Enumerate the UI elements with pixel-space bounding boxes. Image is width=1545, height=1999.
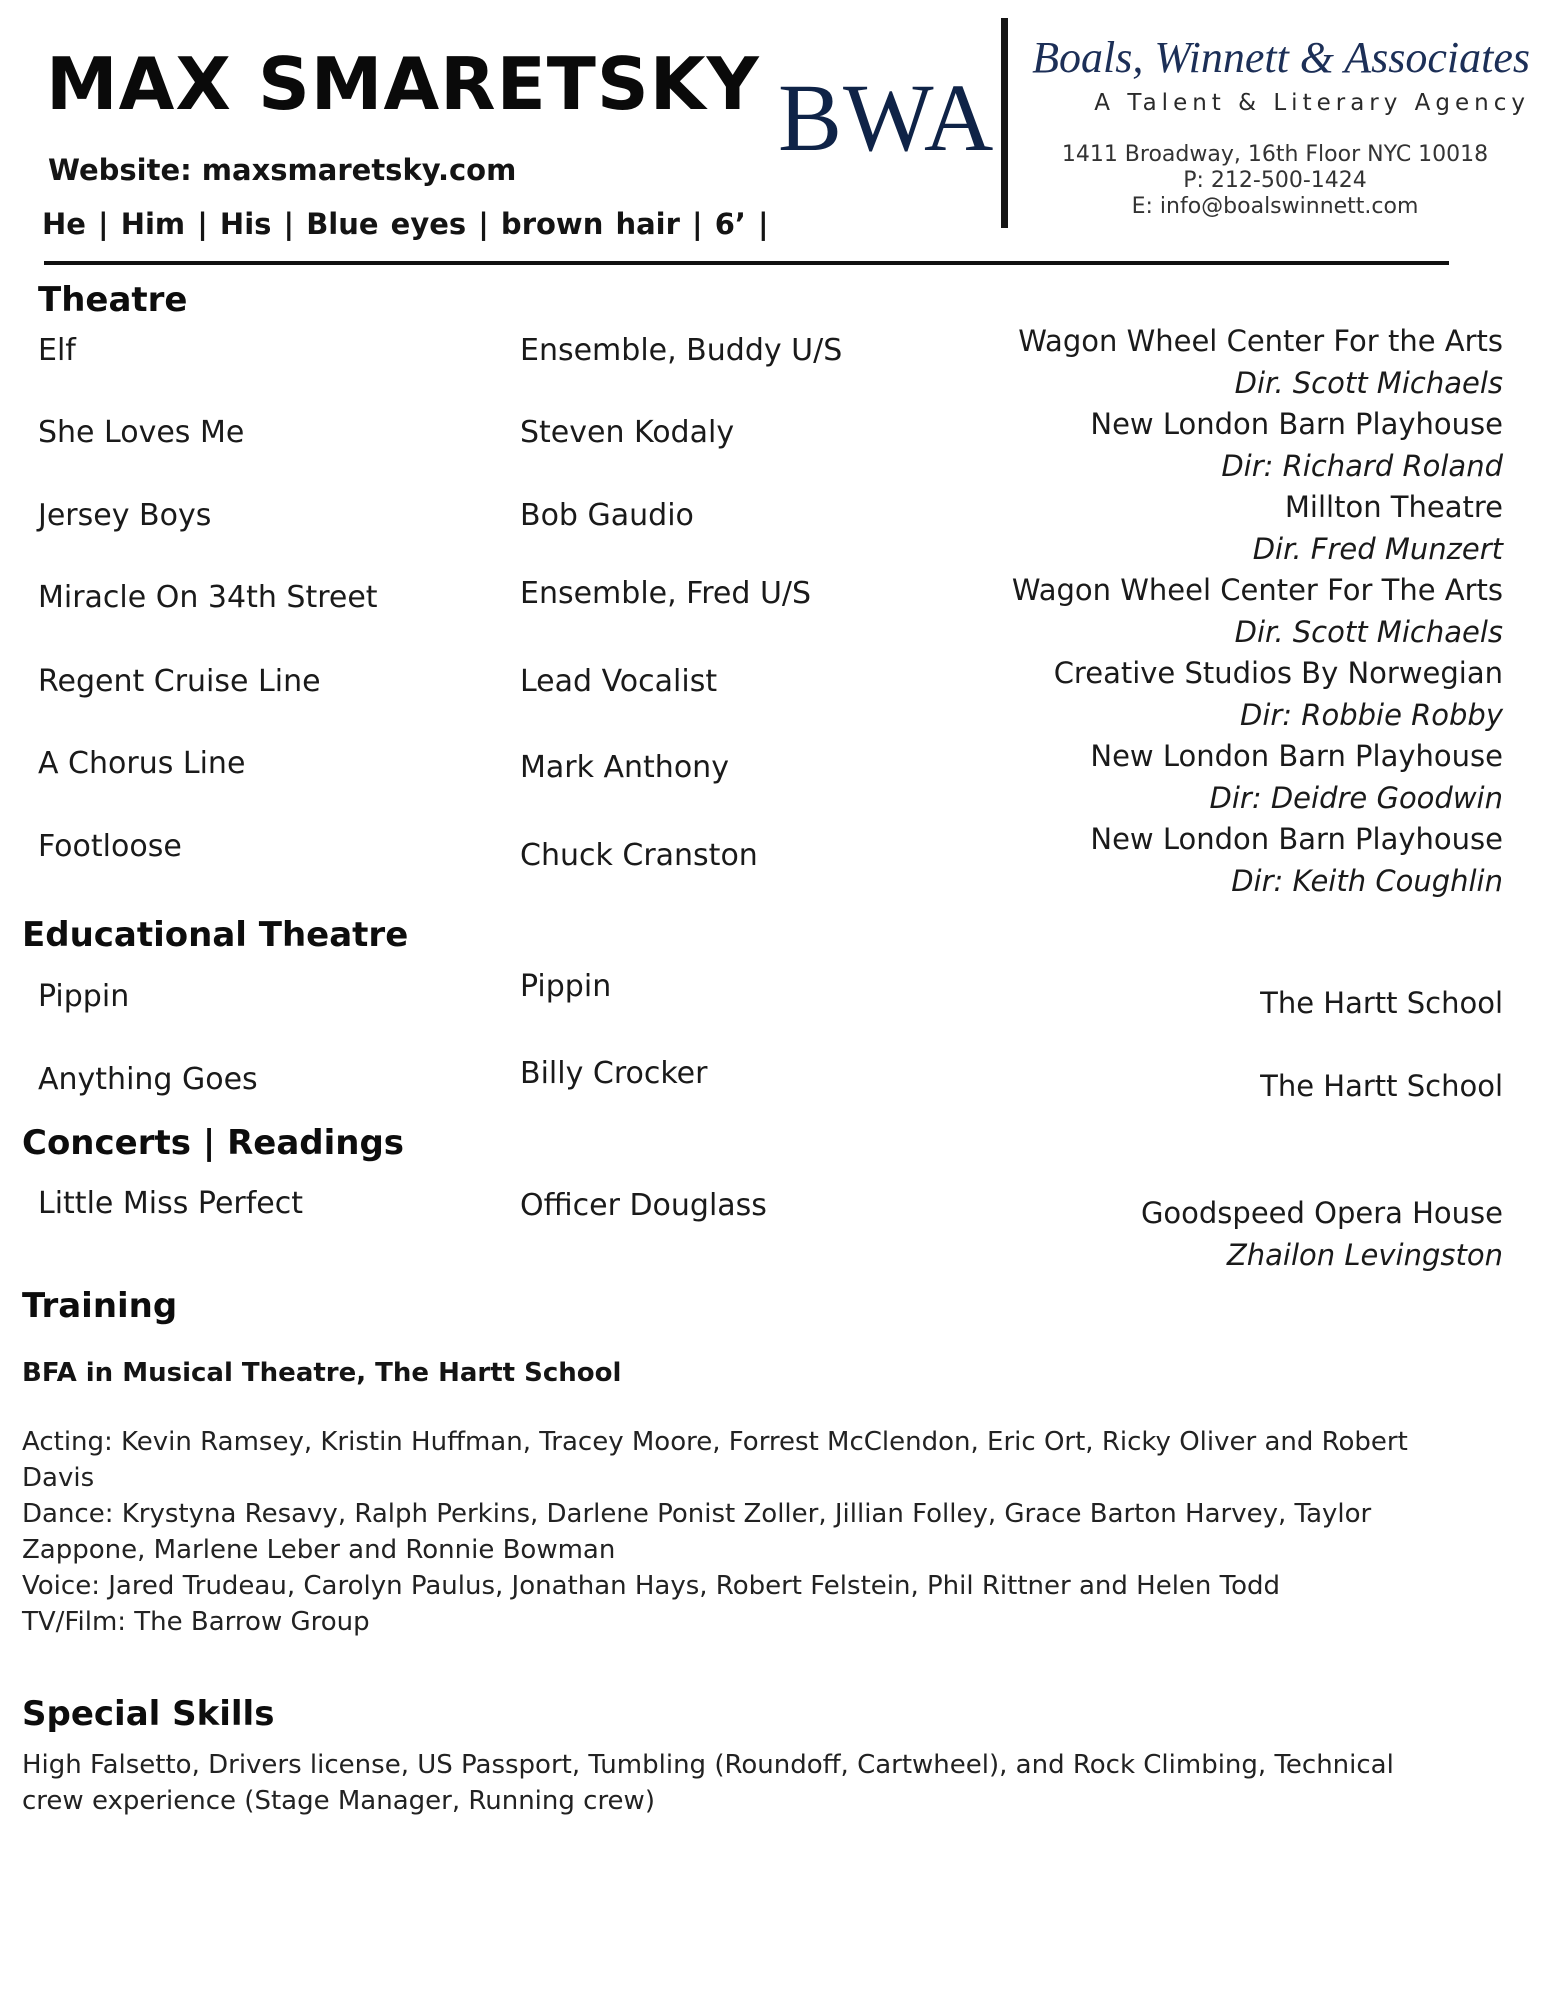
actor-name: MAX SMARETSKY [46, 42, 760, 126]
credit-role: Mark Anthony [520, 750, 729, 785]
credit-venue-block [1253, 486, 1503, 570]
credit-role: Ensemble, Buddy U/S [520, 333, 843, 368]
training-film: TV/Film: The Barrow Group [22, 1607, 370, 1637]
credit-venue: New London Barn Playhouse [1090, 407, 1503, 441]
credit-show: Elf [38, 333, 76, 368]
credit-show: Anything Goes [38, 1062, 258, 1097]
skills-text: High Falsetto, Drivers license, US Passport, Tumbling (Roundoff, Cartwheel), and Rock Climbing, Technical crew experience (Stage Manager, Running crew) [22, 1750, 1394, 1816]
theatre-heading: Theatre [38, 280, 188, 320]
credit-director: Dir. Scott Michaels [1234, 615, 1503, 649]
credit-venue: Creative Studios By Norwegian [1053, 656, 1503, 690]
credit-show: Jersey Boys [38, 498, 212, 533]
credit-director: Zhailon Levingston [1226, 1238, 1503, 1272]
credit-venue: New London Barn Playhouse [1090, 822, 1503, 856]
credit-venue: New London Barn Playhouse [1090, 739, 1503, 773]
credit-role: Pippin [520, 969, 612, 1004]
credit-role: Officer Douglass [520, 1188, 767, 1223]
credit-venue-block [1090, 735, 1503, 819]
credit-venue-block [1090, 403, 1503, 487]
training-voice: Voice: Jared Trudeau, Carolyn Paulus, Jonathan Hays, Robert Felstein, Phil Rittner and Helen Todd [22, 1571, 1281, 1601]
credit-show: Regent Cruise Line [38, 664, 321, 699]
credit-show: Pippin [38, 979, 130, 1014]
credit-role: Steven Kodaly [520, 415, 735, 450]
agency-tagline: A Talent & Literary Agency [1094, 90, 1530, 116]
agency-name: Boals, Winnett & Associates [1032, 33, 1530, 82]
agency-phone: P: 212-500-1424 [1183, 168, 1367, 193]
training-acting: Acting: Kevin Ramsey, Kristin Huffman, Tracey Moore, Forrest McClendon, Eric Ort, Ricky Oliver and Robert Davis [22, 1427, 1408, 1493]
credit-show: A Chorus Line [38, 746, 246, 781]
credit-director: Dir. Fred Munzert [1252, 532, 1503, 566]
credit-venue-block [1054, 652, 1503, 736]
credit-venue: The Hartt School [1260, 1069, 1503, 1103]
logo-divider [1001, 18, 1008, 228]
credit-role: Ensemble, Fred U/S [520, 576, 812, 611]
credit-venue: Millton Theatre [1284, 490, 1503, 524]
credit-venue: Goodspeed Opera House [1140, 1196, 1503, 1230]
credit-venue: Wagon Wheel Center For the Arts [1018, 324, 1503, 358]
credit-show: She Loves Me [38, 415, 245, 450]
bwa-logo: BWA [778, 64, 995, 171]
agency-contact [1030, 142, 1520, 220]
training-details [22, 1424, 1442, 1640]
credit-director: Dir: Deidre Goodwin [1209, 781, 1503, 815]
skills-heading: Special Skills [22, 1694, 275, 1734]
credit-show: Little Miss Perfect [38, 1186, 304, 1221]
credit-venue-block [1012, 569, 1503, 653]
credit-director: Dir. Scott Michaels [1234, 366, 1503, 400]
agency-email: E: info@boalswinnett.com [1131, 194, 1419, 219]
credit-venue: Wagon Wheel Center For The Arts [1011, 573, 1503, 607]
credit-director: Dir: Keith Coughlin [1231, 864, 1503, 898]
training-degree: BFA in Musical Theatre, The Hartt School [22, 1358, 622, 1388]
credit-director: Dir: Robbie Robby [1240, 698, 1503, 732]
agency-address: 1411 Broadway, 16th Floor NYC 10018 [1061, 142, 1489, 167]
training-dance: Dance: Krystyna Resavy, Ralph Perkins, Darlene Ponist Zoller, Jillian Folley, Grace Barton Harvey, Taylor Zappone, Marlene Leber and Ronnie Bowman [22, 1499, 1372, 1565]
concerts-heading: Concerts | Readings [22, 1123, 405, 1163]
credit-role: Bob Gaudio [520, 498, 694, 533]
educational-heading: Educational Theatre [22, 915, 409, 955]
credit-role: Chuck Cranston [520, 838, 758, 873]
physical-attributes: He | Him | His | Blue eyes | brown hair | 6’ | [42, 207, 769, 241]
credit-show: Miracle On 34th Street [38, 580, 378, 615]
credit-venue-block [1090, 818, 1503, 902]
training-heading: Training [22, 1286, 178, 1326]
credit-venue-block [1018, 320, 1503, 404]
credit-director: Dir: Richard Roland [1221, 449, 1503, 483]
credit-venue-block [1141, 1192, 1503, 1276]
credit-role: Lead Vocalist [520, 664, 718, 699]
header-rule [44, 261, 1449, 265]
credit-venue: The Hartt School [1260, 986, 1503, 1020]
credit-show: Footloose [38, 829, 182, 864]
website-line: Website: maxsmaretsky.com [48, 153, 517, 187]
credit-role: Billy Crocker [520, 1056, 708, 1091]
agency-block [1020, 33, 1530, 116]
